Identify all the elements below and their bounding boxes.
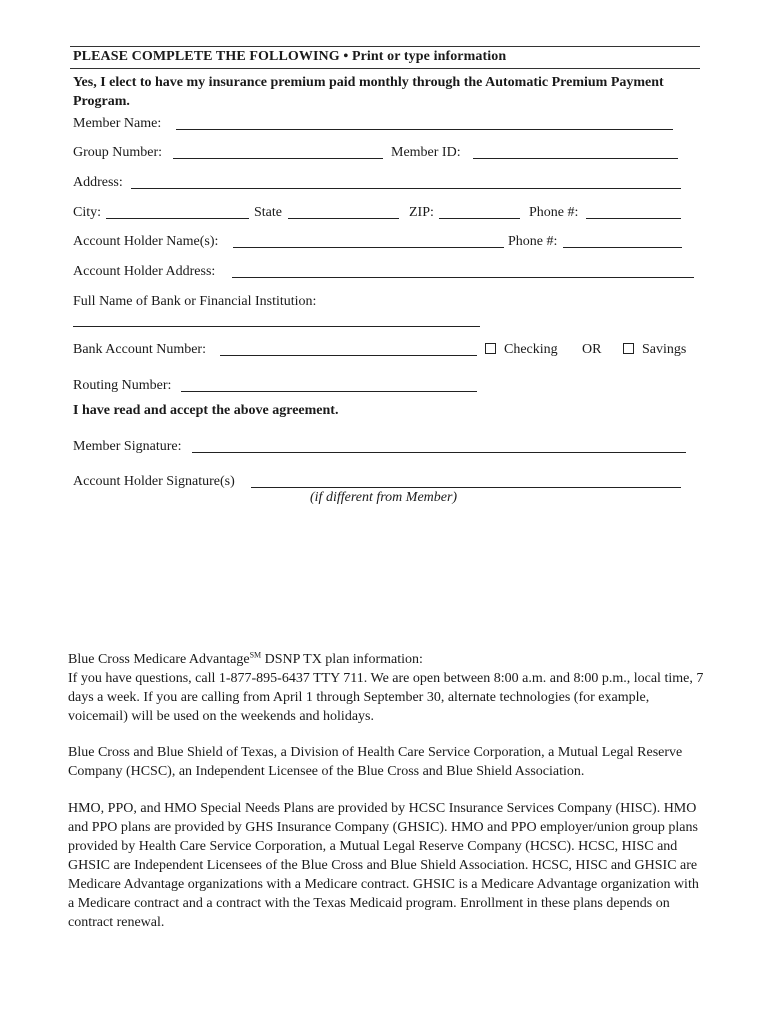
member-id-field[interactable] xyxy=(473,144,678,159)
bank-name-field[interactable] xyxy=(73,312,480,327)
if-different-note: (if different from Member) xyxy=(310,490,458,505)
account-holder-names-label: Account Holder Name(s): xyxy=(73,234,219,249)
member-signature-label: Member Signature: xyxy=(73,439,182,454)
questions-paragraph: If you have questions, call 1-877-895-6437 TTY 711. We are open between 8:00 a.m. and 8:00 p.m., local time, 7 days a week. If you are calling from April 1 through September 30, alternate technologies (for example, voicemail) will be used on the weekends and holidays. xyxy=(68,671,704,724)
account-holder-address-label: Account Holder Address: xyxy=(73,264,216,279)
phone-field[interactable] xyxy=(586,204,681,219)
routing-number-field[interactable] xyxy=(181,377,477,392)
member-name-field[interactable] xyxy=(176,115,673,130)
member-name-label: Member Name: xyxy=(73,116,162,131)
address-field[interactable] xyxy=(131,174,681,189)
state-label: State xyxy=(254,205,282,220)
form-header: PLEASE COMPLETE THE FOLLOWING • Print or type information xyxy=(73,49,507,64)
plan-info xyxy=(68,650,708,726)
bank-account-number-label: Bank Account Number: xyxy=(73,342,206,357)
zip-field[interactable] xyxy=(439,204,520,219)
account-holder-address-field[interactable] xyxy=(232,263,694,278)
checking-checkbox[interactable] xyxy=(485,343,496,354)
election-statement: Yes, I elect to have my insurance premium paid monthly through the Automatic Premium Payment Program. xyxy=(73,75,664,109)
checking-label: Checking xyxy=(504,342,558,357)
phone-label: Phone #: xyxy=(529,205,579,220)
account-holder-signature-field[interactable] xyxy=(251,473,681,488)
group-number-field[interactable] xyxy=(173,144,383,159)
routing-number-label: Routing Number: xyxy=(73,378,172,393)
member-signature-field[interactable] xyxy=(192,438,686,453)
savings-checkbox[interactable] xyxy=(623,343,634,354)
checking-option[interactable] xyxy=(485,341,558,359)
savings-label: Savings xyxy=(642,342,687,357)
bcbs-texas-paragraph: Blue Cross and Blue Shield of Texas, a Division of Health Care Service Corporation, a Mutual Legal Reserve Company (HCSC), an Independent Licensee of the Blue Cross and Blue Shield Association. xyxy=(68,745,683,779)
address-label: Address: xyxy=(73,175,123,190)
bank-name-label: Full Name of Bank or Financial Institution: xyxy=(73,294,317,309)
header-rule xyxy=(70,68,700,69)
plan-info-heading: Blue Cross Medicare Advantage℠ DSNP TX plan information: xyxy=(68,650,423,667)
group-number-label: Group Number: xyxy=(73,145,163,160)
city-field[interactable] xyxy=(106,204,249,219)
account-holder-names-field[interactable] xyxy=(233,233,504,248)
bank-account-number-field[interactable] xyxy=(220,341,477,356)
zip-label: ZIP: xyxy=(409,205,434,220)
plans-paragraph: HMO, PPO, and HMO Special Needs Plans are provided by HCSC Insurance Services Company (HISC). HMO and PPO plans are provided by GHS Insurance Company (GHSIC). HMO and PPO employer/union group plans provided by Health Care Service Corporation, a Mutual Legal Reserve Company (HCSC). HCSC, HISC and GHSIC are Independent Licensees of the Blue Cross and Blue Shield Association. HCSC, HISC and GHSIC are Medicare Advantage organizations with a Medicare contract. GHSIC is a Medicare Advantage organization with a Medicare contract and a contract with the Texas Medicaid program. Enrollment in these plans depends on contract renewal. xyxy=(68,801,699,930)
state-field[interactable] xyxy=(288,204,399,219)
account-holder-phone-field[interactable] xyxy=(563,233,682,248)
member-id-label: Member ID: xyxy=(391,145,461,160)
agreement-statement: I have read and accept the above agreement. xyxy=(73,403,339,418)
account-holder-phone-label: Phone #: xyxy=(508,234,558,249)
account-holder-signature-label: Account Holder Signature(s) xyxy=(73,474,235,489)
or-label: OR xyxy=(582,342,602,357)
city-label: City: xyxy=(73,205,102,220)
top-rule xyxy=(70,46,700,47)
savings-option[interactable] xyxy=(623,341,686,359)
